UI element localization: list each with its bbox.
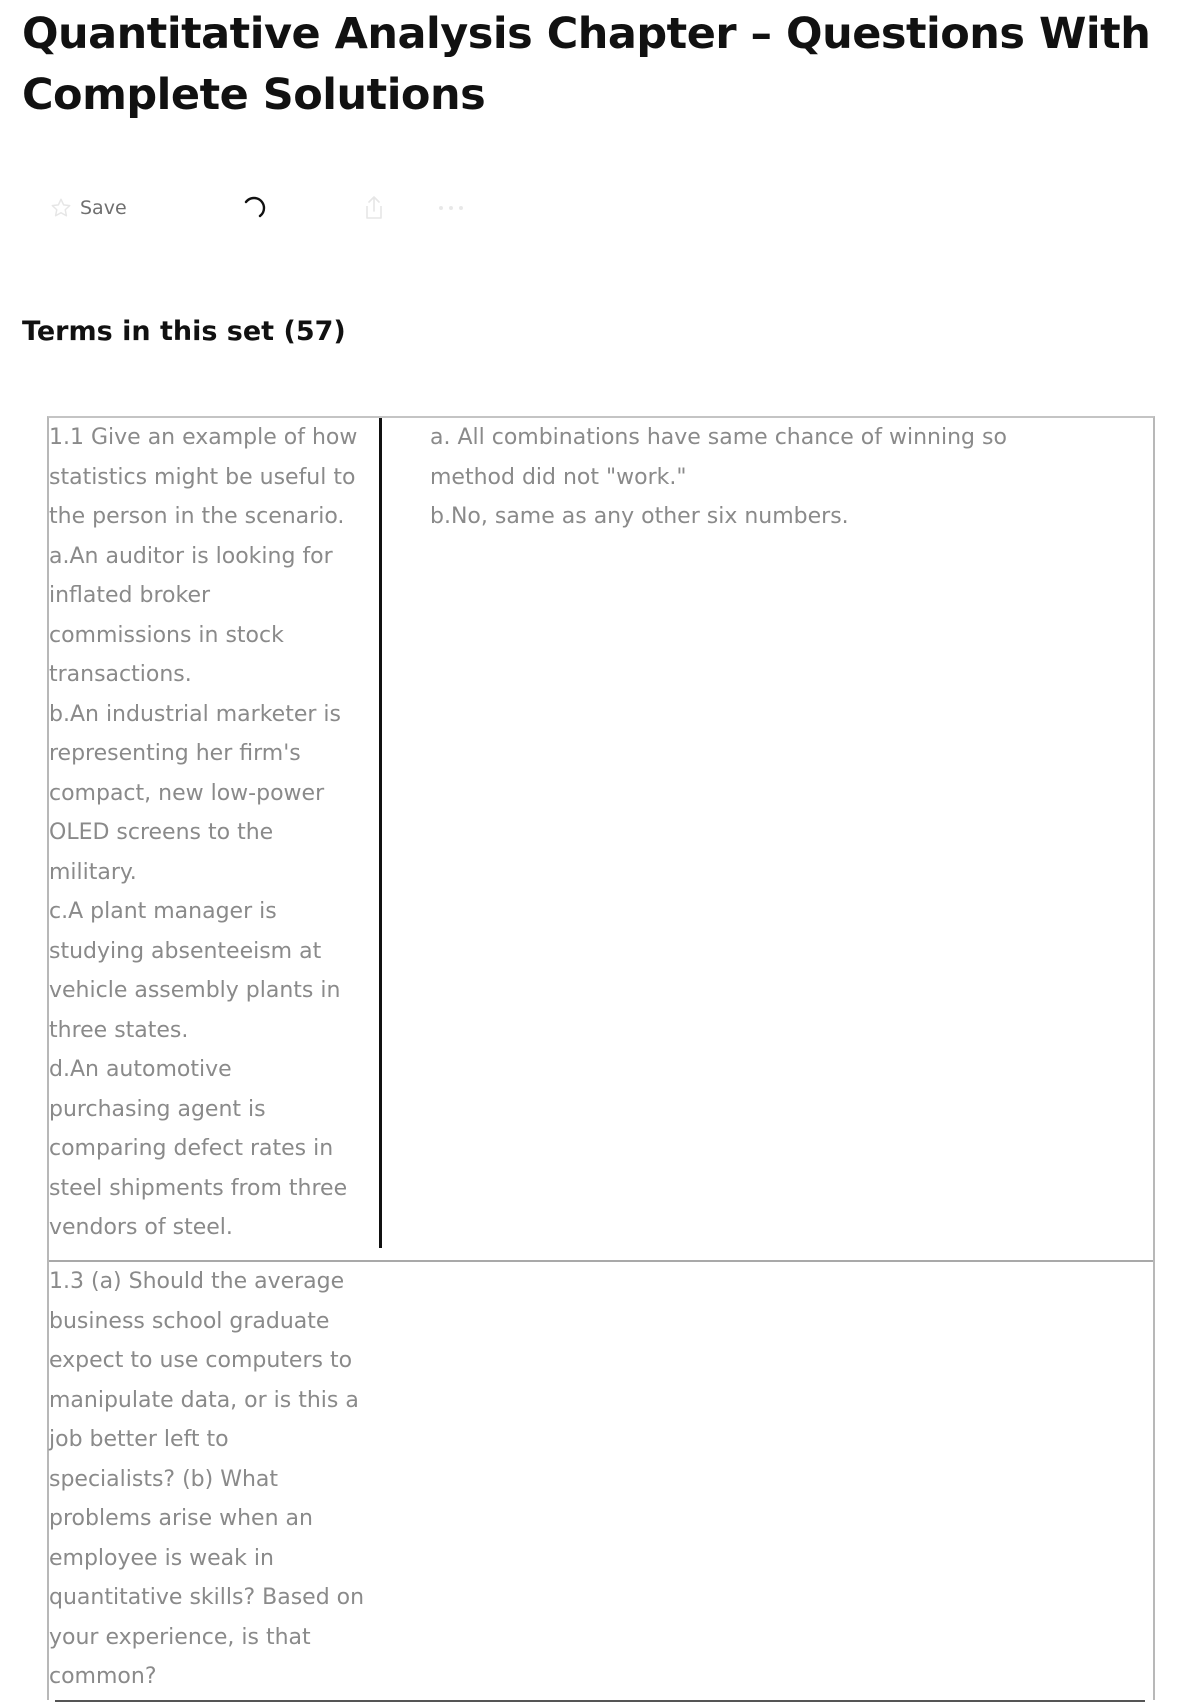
save-button[interactable] xyxy=(50,192,127,224)
term-card xyxy=(49,1262,1153,1702)
terms-count-heading: Terms in this set (57) xyxy=(22,316,346,347)
term-card xyxy=(49,418,1153,1262)
more-icon xyxy=(436,203,466,213)
terms-list xyxy=(47,416,1155,1700)
share-button[interactable] xyxy=(362,192,386,224)
term-text: 1.3 (a) Should the average business school graduate expect to use computers to manipulate data, or is this a job better left to specialists? (b) What problems arise when an employee is weak in quantitative skills? Based on your experience, is that common? xyxy=(49,1269,365,1689)
card-divider xyxy=(379,418,382,1248)
term-text: 1.1 Give an example of how statistics might be useful to the person in the scenario. a.An auditor is looking for inflated broker commissions in stock transactions. b.An industrial marketer is representing her firm's compact, new low-power OLED screens to the military. c.A plant manager is studying absenteeism at vehicle assembly plants in three states. d.An automotive purchasing agent is comparing defect rates in steel shipments from three vendors of steel. xyxy=(49,425,358,1240)
loading-spinner-icon xyxy=(242,195,268,221)
more-button[interactable] xyxy=(436,192,466,224)
page-title: Quantitative Analysis Chapter – Questions With Complete Solutions xyxy=(22,9,1151,120)
loading-spinner xyxy=(242,192,268,224)
share-icon xyxy=(362,194,386,222)
toolbar xyxy=(50,192,550,224)
definition-text: a. All combinations have same chance of winning so method did not "work." b.No, same as any other six numbers. xyxy=(430,425,1007,529)
star-icon xyxy=(50,197,72,219)
save-button-label: Save xyxy=(80,197,127,219)
